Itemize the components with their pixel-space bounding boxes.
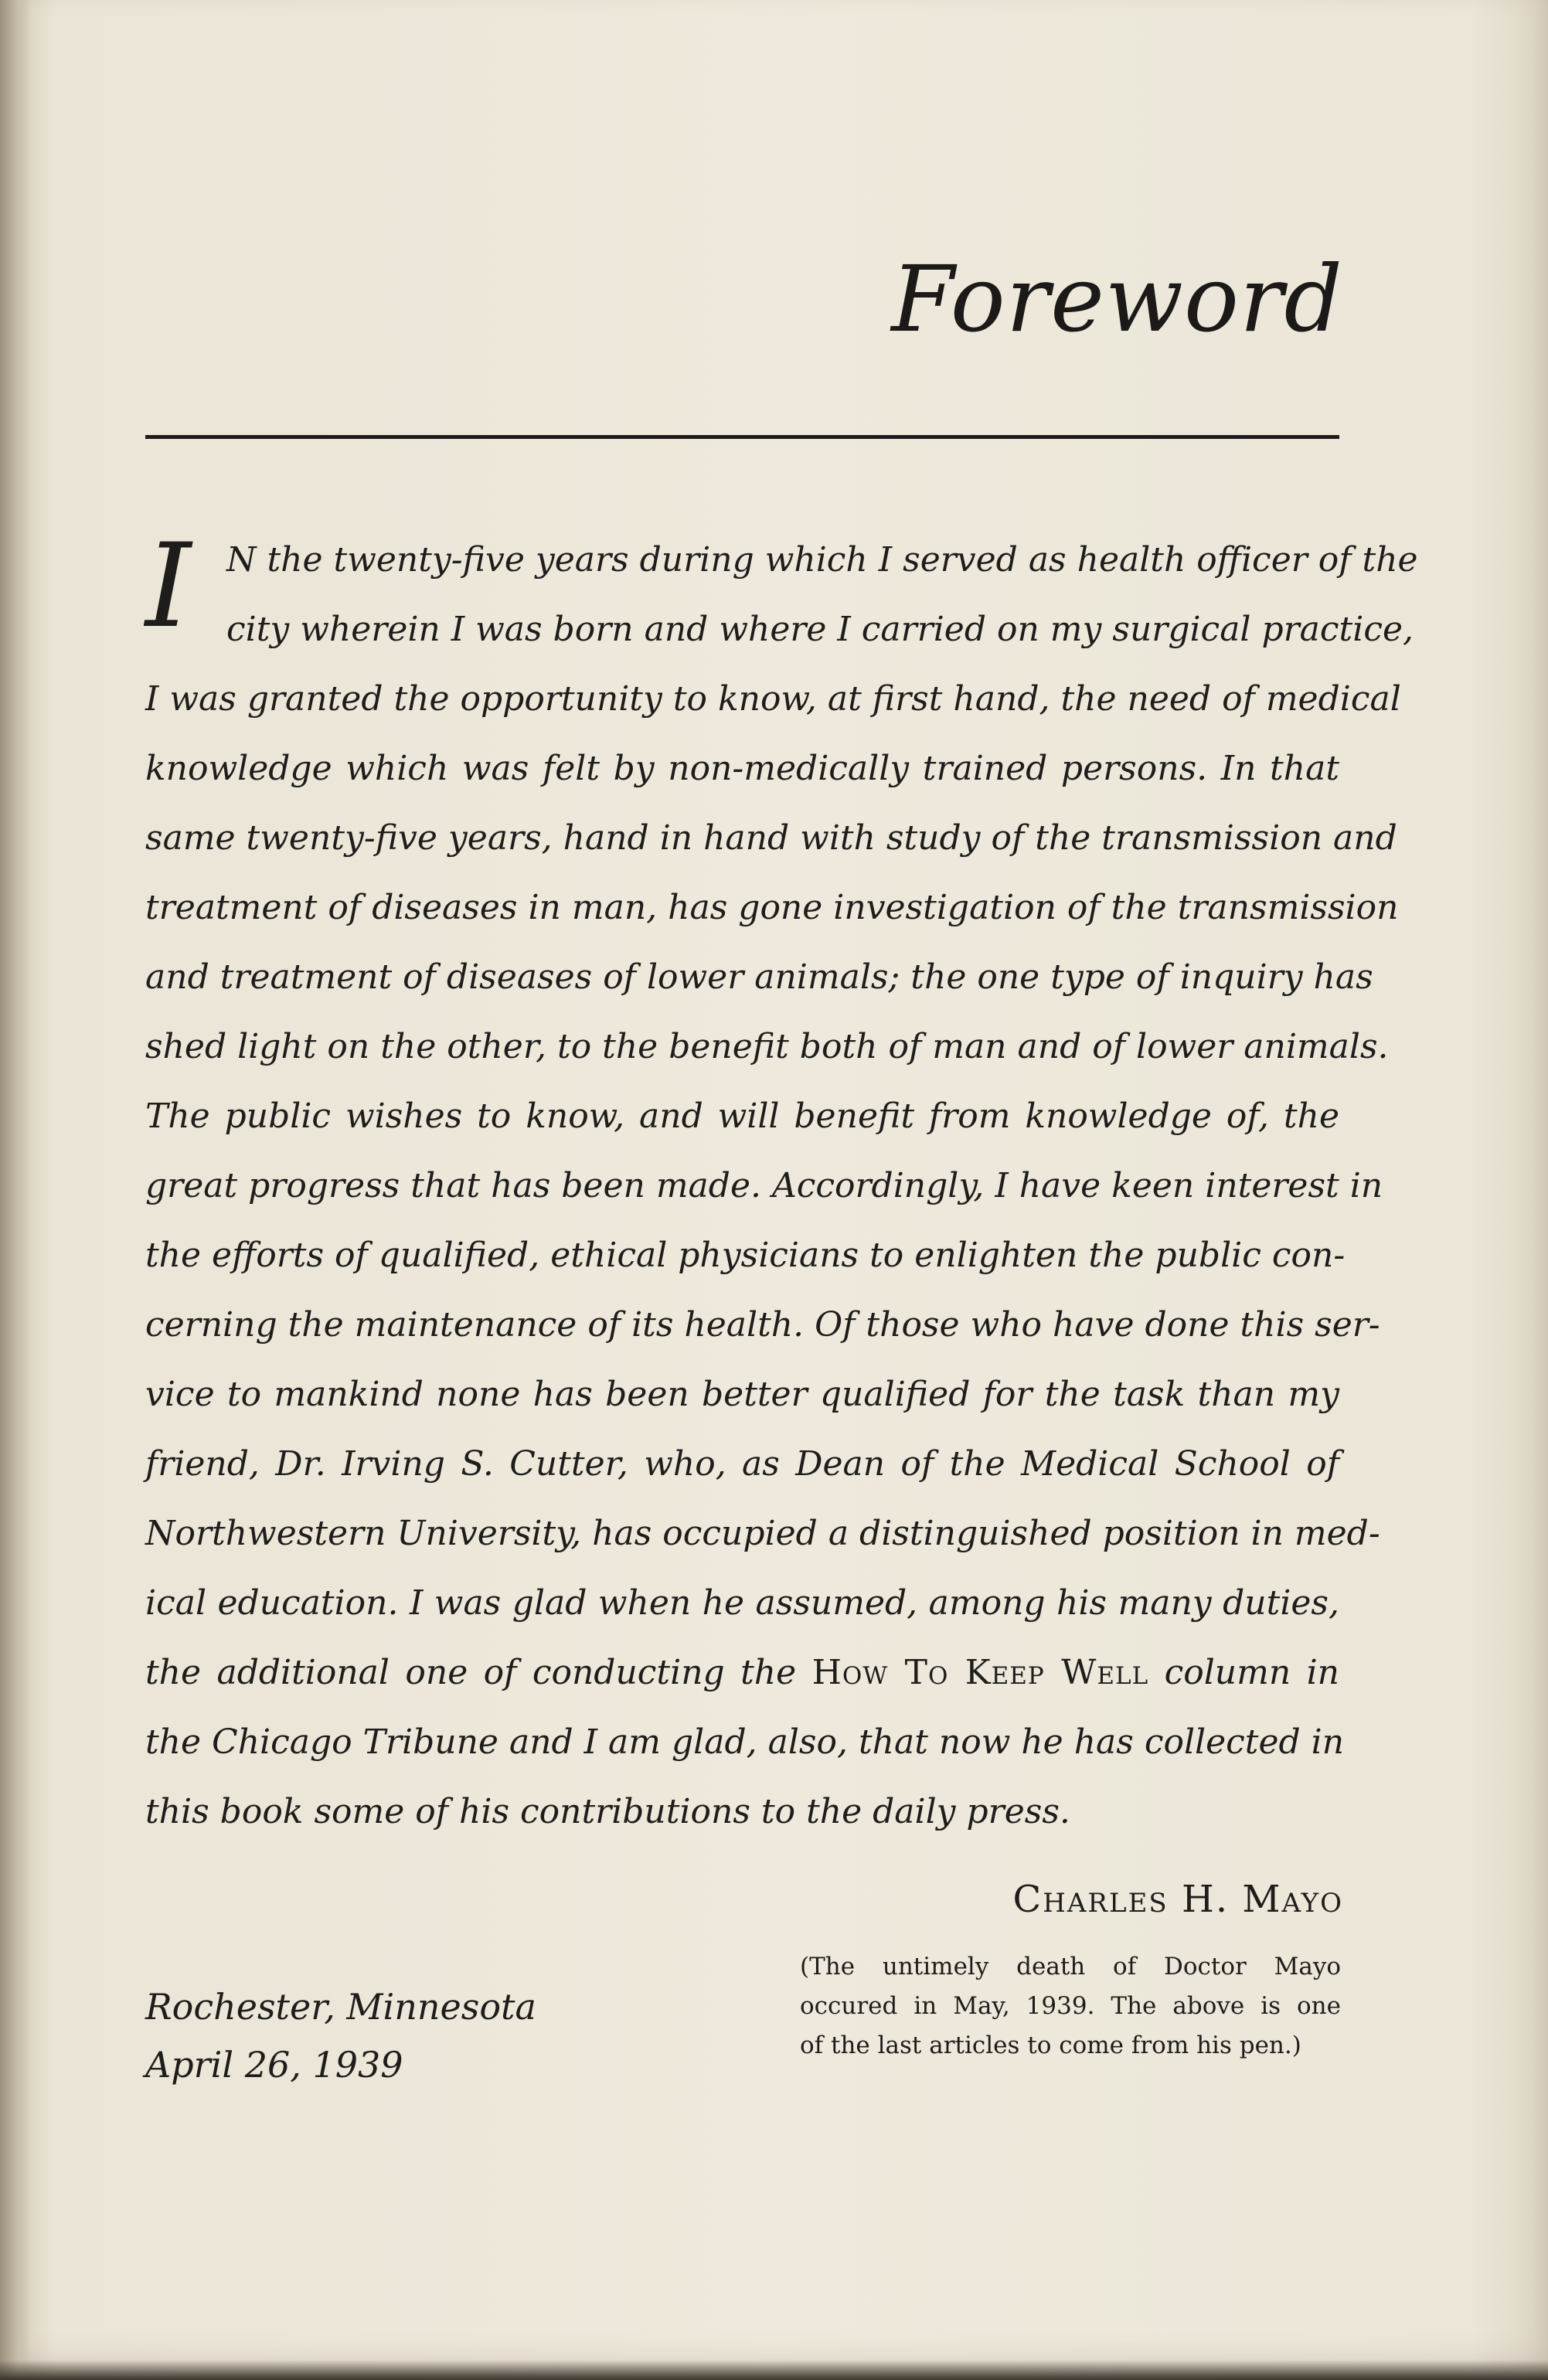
body-line: The public wishes to know, and will benefit from knowledge of, the xyxy=(145,1096,1339,1136)
body-line: the Chicago Tribune and I am glad, also, that now he has collected in xyxy=(145,1722,1345,1762)
editor-note xyxy=(800,1947,1341,2066)
body-line-last: this book some of his contributions to the daily press. xyxy=(145,1792,1070,1831)
body-line: cerning the maintenance of its health. Of those who have done this ser- xyxy=(145,1305,1380,1345)
line-text: the additional one of conducting the xyxy=(145,1653,812,1692)
note-line: (The untimely death of Doctor Mayo xyxy=(800,1953,1341,1980)
date: April 26, 1939 xyxy=(145,2044,403,2086)
body-line: treatment of diseases in man, has gone investigation of the transmission xyxy=(145,888,1399,927)
body-line: knowledge which was felt by non-medically trained persons. In that xyxy=(145,749,1339,788)
foreword-body xyxy=(145,519,1418,1847)
drop-cap: I xyxy=(145,519,192,654)
body-line: ical education. I was glad when he assumed, among his many duties, xyxy=(145,1583,1339,1623)
body-line: great progress that has been made. Accordingly, I have keen interest in xyxy=(145,1166,1383,1205)
note-line: occured in May, 1939. The above is one xyxy=(800,1992,1341,2020)
body-line: N the twenty-five years during which I served as health officer of the xyxy=(226,540,1418,580)
body-line-with-column-name xyxy=(145,1638,1339,1708)
note-line: of the last articles to come from his pen.) xyxy=(800,2032,1301,2059)
body-line: shed light on the other, to the benefit both of man and of lower animals. xyxy=(145,1027,1389,1066)
page-bottom-edge xyxy=(0,2360,1548,2380)
line-text: column in xyxy=(1148,1653,1339,1692)
title-rule xyxy=(145,435,1339,439)
author-signature: Charles H. Mayo xyxy=(1012,1878,1343,1921)
body-line: Northwestern University, has occupied a distinguished position in med- xyxy=(145,1514,1380,1553)
place-and-date xyxy=(145,1978,536,2094)
body-line: and treatment of diseases of lower animals; the one type of inquiry has xyxy=(145,957,1373,997)
page-binding-edge xyxy=(0,0,31,2380)
body-line: same twenty-five years, hand in hand with study of the transmission and xyxy=(145,818,1397,858)
place: Rochester, Minnesota xyxy=(145,1986,536,2028)
body-line: city wherein I was born and where I carried on my surgical practice, xyxy=(226,610,1414,649)
column-name: How To Keep Well xyxy=(811,1653,1149,1692)
body-line: the efforts of qualified, ethical physicians to enlighten the public con- xyxy=(145,1236,1346,1275)
body-line: I was granted the opportunity to know, at first hand, the need of medical xyxy=(145,679,1401,719)
body-line: friend, Dr. Irving S. Cutter, who, as Dean of the Medical School of xyxy=(145,1444,1339,1484)
page-title: Foreword xyxy=(891,246,1343,352)
body-line: vice to mankind none has been better qualified for the task than my xyxy=(145,1375,1339,1414)
